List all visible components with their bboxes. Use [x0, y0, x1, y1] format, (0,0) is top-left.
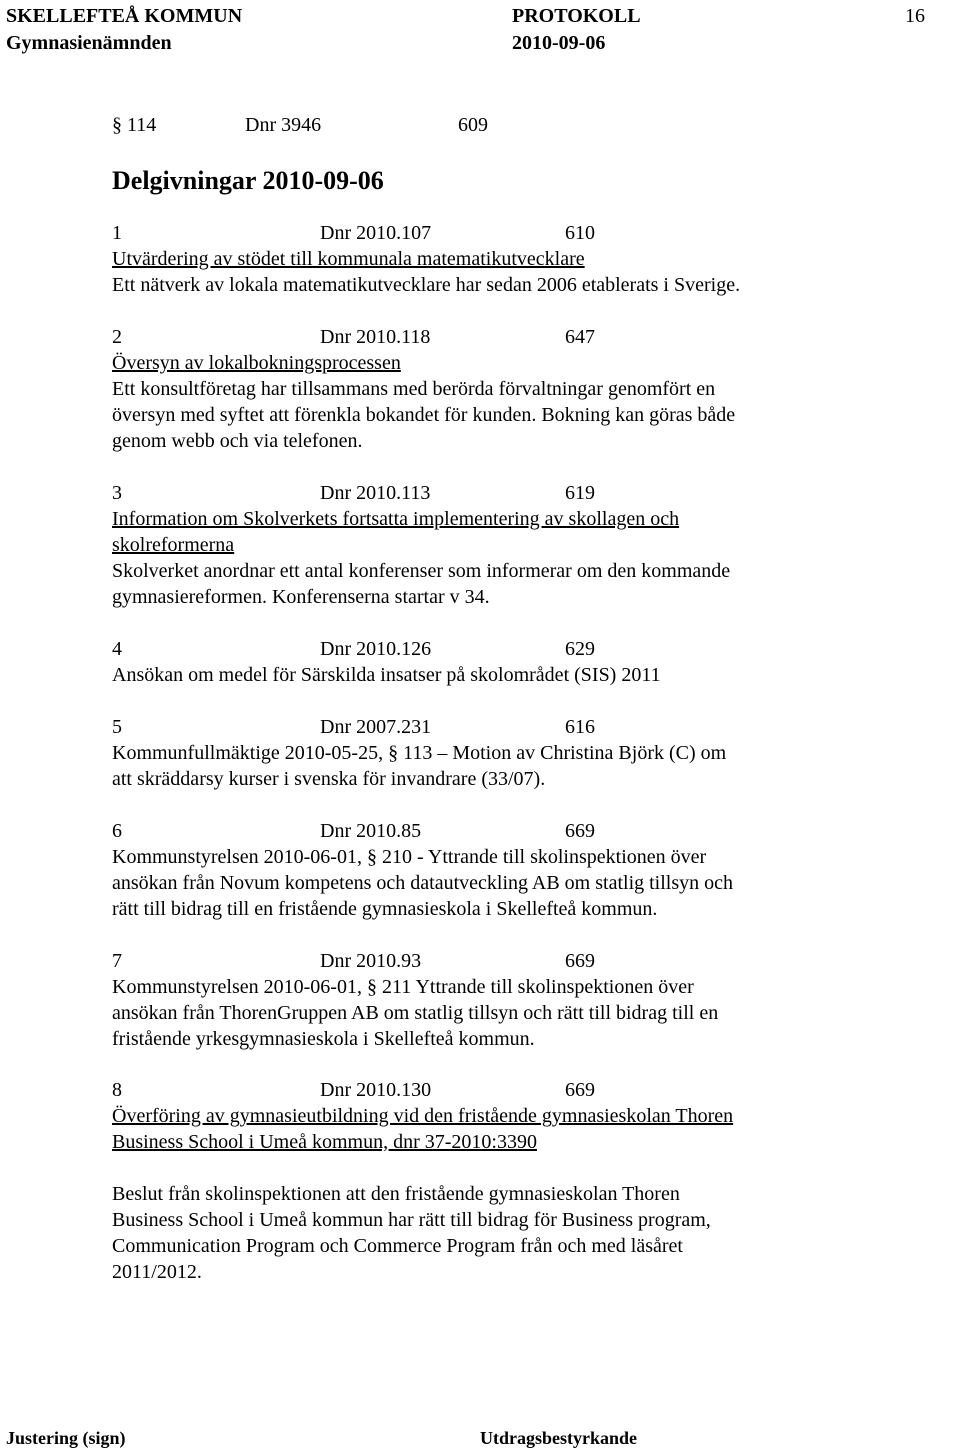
- item-dnr: Dnr 2007.231: [320, 716, 432, 738]
- paragraph-code: 609: [458, 114, 488, 136]
- item-body-line: Skolverket anordnar ett antal konferenser som informerar om den kommande: [112, 560, 731, 582]
- item-code: 669: [565, 950, 595, 972]
- item-dnr: Dnr 2010.130: [320, 1079, 432, 1101]
- item-heading: Överföring av gymnasieutbildning vid den fristående gymnasieskolan Thoren: [112, 1105, 734, 1127]
- item-heading: Information om Skolverkets fortsatta implementering av skollagen och: [112, 508, 680, 530]
- item-body-line: Ansökan om medel för Särskilda insatser på skolområdet (SIS) 2011: [112, 664, 661, 686]
- item-decision-line: 2011/2012.: [112, 1261, 202, 1283]
- item-code: 616: [565, 716, 595, 738]
- item-heading: skolreformerna: [112, 534, 235, 556]
- item-number: 4: [112, 638, 122, 660]
- item-code: 629: [565, 638, 595, 660]
- paragraph-line: [112, 112, 812, 138]
- item-body-line: fristående yrkesgymnasieskola i Skellefteå kommun.: [112, 1028, 535, 1050]
- item-heading: Översyn av lokalbokningsprocessen: [112, 352, 401, 374]
- item-header-row: [112, 948, 812, 974]
- item-code: 669: [565, 820, 595, 842]
- item-header-row: [112, 818, 812, 844]
- item-code: 619: [565, 482, 595, 504]
- item-header-row: [112, 636, 812, 662]
- item-body-line: Ett nätverk av lokala matematikutvecklare har sedan 2006 etablerats i Sverige.: [112, 274, 741, 296]
- header-doc-type: PROTOKOLL: [512, 5, 641, 27]
- item-number: 6: [112, 820, 122, 842]
- paragraph-dnr: Dnr 3946: [245, 114, 322, 136]
- item-body-line: ansökan från Novum kompetens och datautveckling AB om statlig tillsyn och: [112, 872, 734, 894]
- item-number: 2: [112, 326, 122, 348]
- item-body-line: översyn med syftet att förenkla bokandet för kunden. Bokning kan göras både: [112, 404, 736, 426]
- item-dnr: Dnr 2010.126: [320, 638, 432, 660]
- item-body-line: genom webb och via telefonen.: [112, 430, 363, 452]
- item-number: 1: [112, 222, 122, 244]
- item-number: 8: [112, 1079, 122, 1101]
- item-code: 610: [565, 222, 595, 244]
- item-heading: Utvärdering av stödet till kommunala matematikutvecklare: [112, 248, 585, 270]
- item-heading: Business School i Umeå kommun, dnr 37-2010:3390: [112, 1131, 537, 1153]
- item-body-line: Kommunstyrelsen 2010-06-01, § 211 Yttrande till skolinspektionen över: [112, 976, 694, 998]
- header-date: 2010-09-06: [512, 32, 606, 54]
- item-body-line: Ett konsultföretag har tillsammans med berörda förvaltningar genomfört en: [112, 378, 716, 400]
- item-dnr: Dnr 2010.93: [320, 950, 422, 972]
- item-header-row: [112, 220, 812, 246]
- item-body-line: Kommunfullmäktige 2010-05-25, § 113 – Motion av Christina Björk (C) om: [112, 742, 727, 764]
- item-decision-line: Business School i Umeå kommun har rätt till bidrag för Business program,: [112, 1209, 711, 1231]
- item-number: 7: [112, 950, 122, 972]
- item-body-line: rätt till bidrag till en fristående gymnasieskola i Skellefteå kommun.: [112, 898, 658, 920]
- item-dnr: Dnr 2010.85: [320, 820, 422, 842]
- header-body: Gymnasienämnden: [6, 32, 172, 54]
- item-dnr: Dnr 2010.107: [320, 222, 432, 244]
- item-header-row: [112, 324, 812, 350]
- item-body-line: gymnasiereformen. Konferenserna startar v 34.: [112, 586, 490, 608]
- footer-justering: Justering (sign): [6, 1428, 126, 1448]
- footer-utdrag: Utdragsbestyrkande: [480, 1428, 638, 1448]
- item-header-row: [112, 480, 812, 506]
- section-title: Delgivningar 2010-09-06: [112, 166, 384, 195]
- item-decision-line: Communication Program och Commerce Program från och med läsåret: [112, 1235, 683, 1257]
- item-code: 669: [565, 1079, 595, 1101]
- header-org: SKELLEFTEÅ KOMMUN: [6, 5, 243, 27]
- item-header-row: [112, 1077, 812, 1103]
- item-body-line: ansökan från ThorenGruppen AB om statlig tillsyn och rätt till bidrag till en: [112, 1002, 719, 1024]
- paragraph-number: § 114: [112, 114, 157, 136]
- item-header-row: [112, 714, 812, 740]
- item-dnr: Dnr 2010.113: [320, 482, 431, 504]
- item-dnr: Dnr 2010.118: [320, 326, 431, 348]
- item-decision-line: Beslut från skolinspektionen att den fristående gymnasieskolan Thoren: [112, 1183, 680, 1205]
- item-body-line: att skräddarsy kurser i svenska för invandrare (33/07).: [112, 768, 546, 790]
- item-body-line: Kommunstyrelsen 2010-06-01, § 210 - Yttrande till skolinspektionen över: [112, 846, 707, 868]
- item-number: 3: [112, 482, 122, 504]
- header-page-number: 16: [905, 5, 925, 27]
- item-code: 647: [565, 326, 595, 348]
- item-number: 5: [112, 716, 122, 738]
